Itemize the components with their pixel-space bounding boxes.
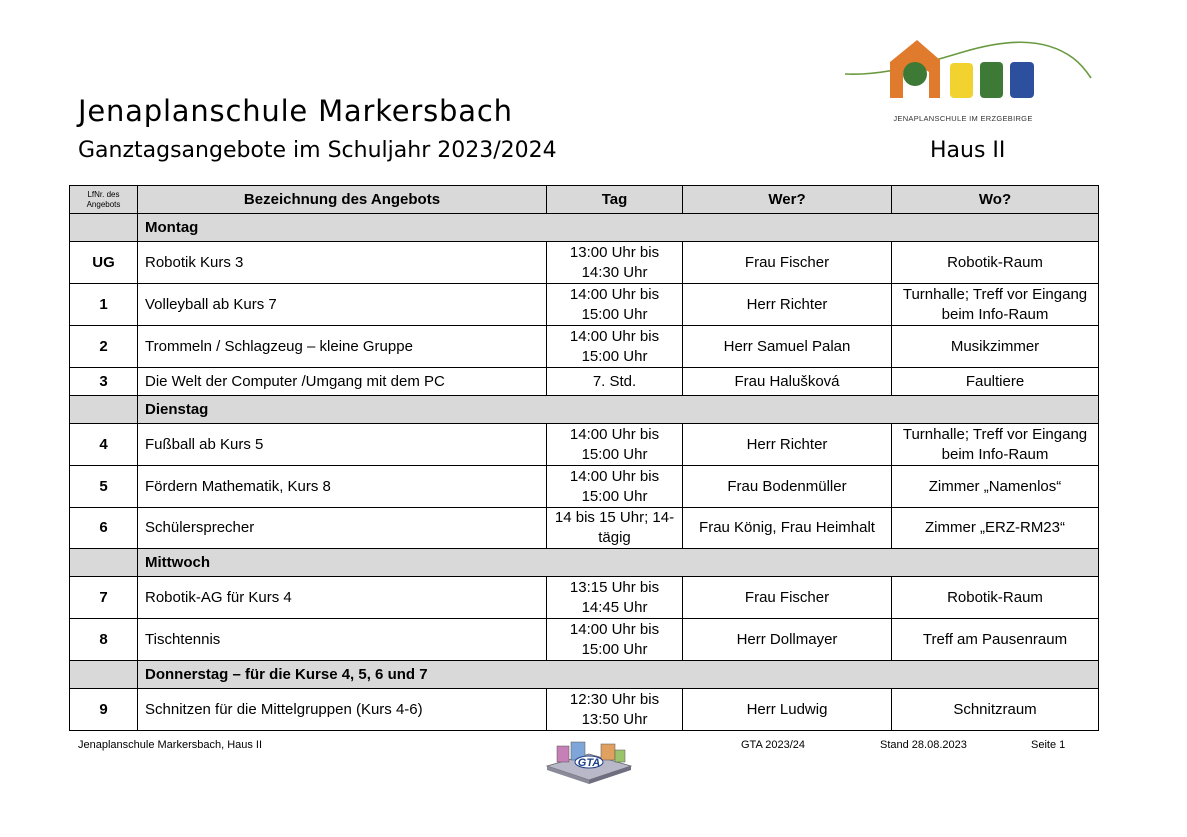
table-row xyxy=(70,424,1099,466)
offer-name: Fördern Mathematik, Kurs 8 xyxy=(138,466,547,508)
offer-location: Faultiere xyxy=(892,368,1099,396)
table-row xyxy=(70,577,1099,619)
offer-name: Die Welt der Computer /Umgang mit dem PC xyxy=(138,368,547,396)
day-row-montag xyxy=(70,214,1099,242)
footer-stand: Stand 28.08.2023 xyxy=(880,739,967,751)
offer-teacher: Frau Bodenmüller xyxy=(683,466,892,508)
offer-time: 14:00 Uhr bis 15:00 Uhr xyxy=(547,424,683,466)
gta-logo xyxy=(543,736,635,786)
offer-nr: 8 xyxy=(70,619,138,661)
footer-school: Jenaplanschule Markersbach, Haus II xyxy=(78,739,263,751)
table-row xyxy=(70,368,1099,396)
offer-teacher: Herr Dollmayer xyxy=(683,619,892,661)
offer-name: Schülersprecher xyxy=(138,508,547,549)
offer-time: 14:00 Uhr bis 15:00 Uhr xyxy=(547,619,683,661)
table-row xyxy=(70,619,1099,661)
col-header-name: Bezeichnung des Angebots xyxy=(138,186,547,214)
offer-nr: 5 xyxy=(70,466,138,508)
col-header-wo: Wo? xyxy=(892,186,1099,214)
offer-location: Treff am Pausenraum xyxy=(892,619,1099,661)
day-row-donnerstag xyxy=(70,661,1099,689)
offer-name: Trommeln / Schlagzeug – kleine Gruppe xyxy=(138,326,547,368)
table-row xyxy=(70,242,1099,284)
offer-teacher: Herr Richter xyxy=(683,284,892,326)
day-label: Mittwoch xyxy=(138,549,1099,577)
day-nr-cell xyxy=(70,214,138,242)
offer-nr: 1 xyxy=(70,284,138,326)
col-header-wer: Wer? xyxy=(683,186,892,214)
offers-table xyxy=(69,185,1099,731)
school-logo xyxy=(843,36,1093,126)
offer-nr: 2 xyxy=(70,326,138,368)
haus-label: Haus II xyxy=(930,138,1006,163)
offer-teacher: Herr Samuel Palan xyxy=(683,326,892,368)
offer-nr: 4 xyxy=(70,424,138,466)
offer-time: 12:30 Uhr bis 13:50 Uhr xyxy=(547,689,683,731)
day-label: Donnerstag – für die Kurse 4, 5, 6 und 7 xyxy=(138,661,1099,689)
page-title: Jenaplanschule Markersbach xyxy=(78,94,513,128)
offer-teacher: Frau König, Frau Heimhalt xyxy=(683,508,892,549)
day-row-dienstag xyxy=(70,396,1099,424)
col-header-nr: LfNr. des Angebots xyxy=(70,186,138,214)
offer-nr: 9 xyxy=(70,689,138,731)
offer-time: 14:00 Uhr bis 15:00 Uhr xyxy=(547,466,683,508)
day-label: Montag xyxy=(138,214,1099,242)
day-nr-cell xyxy=(70,549,138,577)
offer-name: Volleyball ab Kurs 7 xyxy=(138,284,547,326)
offer-location: Zimmer „ERZ-RM23“ xyxy=(892,508,1099,549)
table-row xyxy=(70,466,1099,508)
page-subtitle: Ganztagsangebote im Schuljahr 2023/2024 xyxy=(78,138,557,163)
offer-time: 14 bis 15 Uhr; 14-tägig xyxy=(547,508,683,549)
table-row xyxy=(70,689,1099,731)
offer-teacher: Frau Halušková xyxy=(683,368,892,396)
day-nr-cell xyxy=(70,396,138,424)
offer-time: 13:00 Uhr bis 14:30 Uhr xyxy=(547,242,683,284)
offer-nr: UG xyxy=(70,242,138,284)
offer-time: 13:15 Uhr bis 14:45 Uhr xyxy=(547,577,683,619)
offer-location: Turnhalle; Treff vor Eingang beim Info-Raum xyxy=(892,424,1099,466)
table-row xyxy=(70,284,1099,326)
offer-nr: 3 xyxy=(70,368,138,396)
day-row-mittwoch xyxy=(70,549,1099,577)
offer-nr: 6 xyxy=(70,508,138,549)
gta-logo-text: GTA xyxy=(577,757,601,769)
offer-time: 14:00 Uhr bis 15:00 Uhr xyxy=(547,326,683,368)
offer-location: Robotik-Raum xyxy=(892,242,1099,284)
offer-name: Tischtennis xyxy=(138,619,547,661)
offer-time: 7. Std. xyxy=(547,368,683,396)
offer-name: Robotik-AG für Kurs 4 xyxy=(138,577,547,619)
offer-location: Robotik-Raum xyxy=(892,577,1099,619)
logo-caption: JENAPLANSCHULE IM ERZGEBIRGE xyxy=(893,114,1033,123)
footer-gta: GTA 2023/24 xyxy=(741,739,806,751)
offer-time: 14:00 Uhr bis 15:00 Uhr xyxy=(547,284,683,326)
table-header-row xyxy=(70,186,1099,214)
table-row xyxy=(70,508,1099,549)
offer-name: Schnitzen für die Mittelgruppen (Kurs 4-6) xyxy=(138,689,547,731)
offer-teacher: Frau Fischer xyxy=(683,577,892,619)
table-row xyxy=(70,326,1099,368)
offer-name: Fußball ab Kurs 5 xyxy=(138,424,547,466)
offer-name: Robotik Kurs 3 xyxy=(138,242,547,284)
col-header-tag: Tag xyxy=(547,186,683,214)
footer-page: Seite 1 xyxy=(1031,739,1066,751)
offer-location: Schnitzraum xyxy=(892,689,1099,731)
day-label: Dienstag xyxy=(138,396,1099,424)
offer-teacher: Herr Ludwig xyxy=(683,689,892,731)
offer-teacher: Herr Richter xyxy=(683,424,892,466)
offer-teacher: Frau Fischer xyxy=(683,242,892,284)
offer-location: Zimmer „Namenlos“ xyxy=(892,466,1099,508)
day-nr-cell xyxy=(70,661,138,689)
offer-nr: 7 xyxy=(70,577,138,619)
offer-location: Turnhalle; Treff vor Eingang beim Info-Raum xyxy=(892,284,1099,326)
offer-location: Musikzimmer xyxy=(892,326,1099,368)
